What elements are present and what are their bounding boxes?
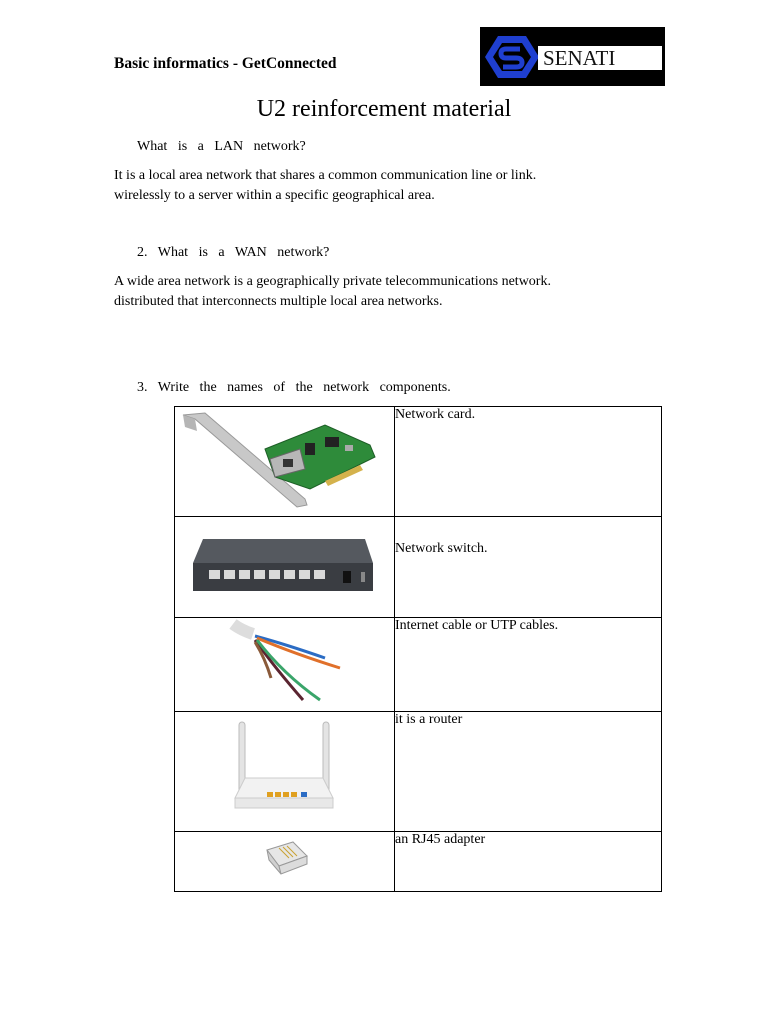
- table-row: [175, 517, 662, 618]
- answer-2: [114, 272, 551, 312]
- question-2: 2. What is a WAN network?: [137, 245, 330, 260]
- answer-1: [114, 166, 536, 206]
- component-name: it is a router: [395, 712, 662, 832]
- network-switch-icon: [175, 517, 394, 612]
- router-icon: [175, 712, 394, 826]
- answer-2-line-2: distributed that interconnects multiple local area networks.: [114, 294, 443, 309]
- senati-logo: [480, 27, 665, 86]
- components-table: [174, 406, 662, 892]
- component-name: Network switch.: [395, 517, 662, 618]
- answer-1-line-1: It is a local area network that shares a common communication line or link.: [114, 168, 537, 183]
- table-row: [175, 712, 662, 832]
- page-title: U2 reinforcement material: [256, 96, 512, 122]
- question-1: What is a LAN network?: [137, 139, 306, 154]
- table-row: [175, 407, 662, 517]
- rj45-connector-icon: [175, 832, 394, 886]
- component-image-cell: [175, 517, 395, 618]
- answer-2-line-1: A wide area network is a geographically private telecommunications network.: [114, 274, 551, 289]
- utp-cable-icon: [175, 618, 394, 706]
- senati-logo-mark-icon: [484, 34, 540, 80]
- component-image-cell: [175, 407, 395, 517]
- subject-heading: Basic informatics - GetConnected: [114, 55, 337, 72]
- component-name: an RJ45 adapter: [395, 832, 662, 892]
- answer-1-line-2: wirelessly to a server within a specific geographical area.: [114, 188, 435, 203]
- component-image-cell: [175, 618, 395, 712]
- component-image-cell: [175, 712, 395, 832]
- component-name: Internet cable or UTP cables.: [395, 618, 662, 712]
- question-3: 3. Write the names of the network components.: [137, 380, 451, 395]
- senati-logo-text: SENATI: [538, 46, 662, 70]
- table-row: [175, 618, 662, 712]
- component-image-cell: [175, 832, 395, 892]
- component-name: Network card.: [395, 407, 662, 517]
- network-card-icon: [175, 407, 394, 511]
- table-row: [175, 832, 662, 892]
